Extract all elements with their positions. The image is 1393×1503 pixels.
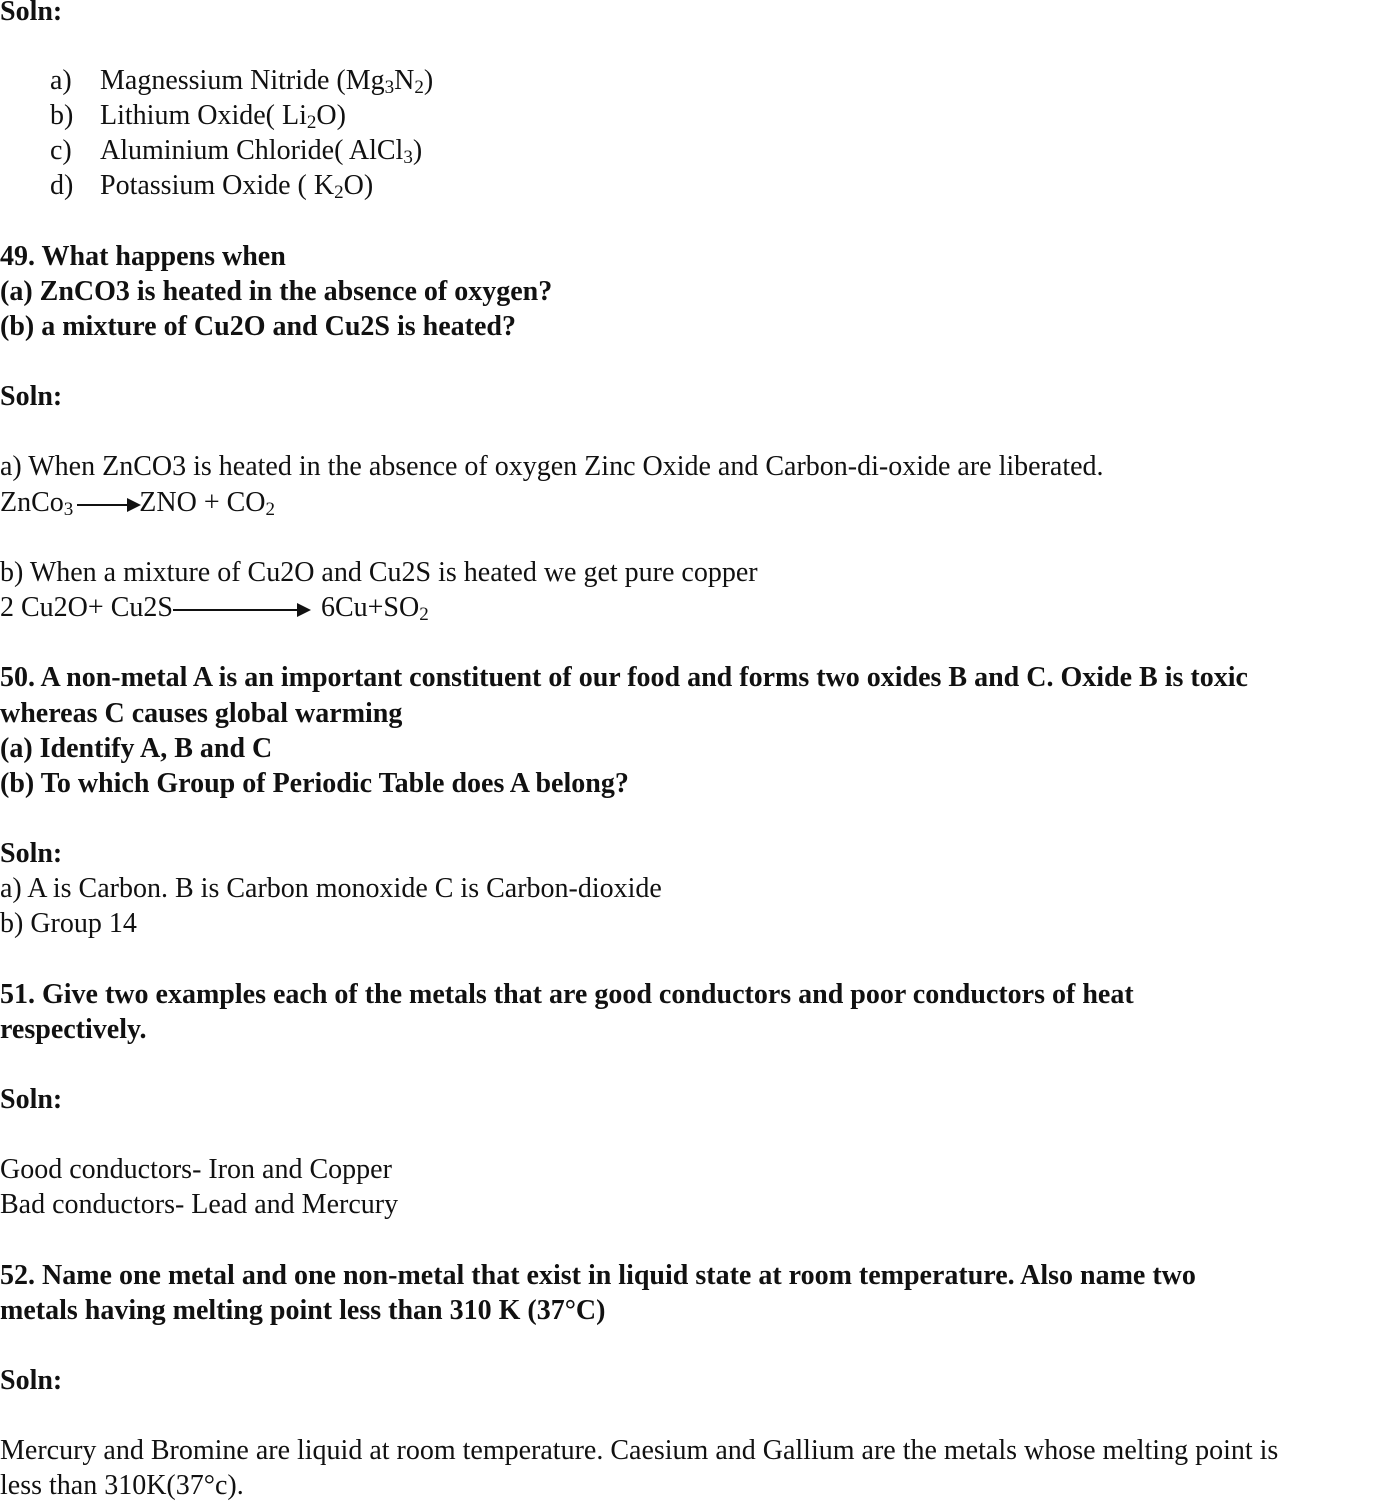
list-item: d) Potassium Oxide ( $K_2O$) — [50, 170, 374, 204]
soln-heading: Soln: — [0, 1365, 63, 1396]
question-50-cont: whereas C causes global warming — [0, 698, 403, 729]
question-51-cont: respectively. — [0, 1014, 147, 1045]
answer-50-b: b) Group 14 — [0, 908, 137, 939]
answer-51-bad: Bad conductors- Lead and Mercury — [0, 1189, 399, 1220]
soln-heading: Soln: — [0, 381, 63, 412]
list-item: a) Magnessium Nitride $(Mg_3N_2)$ — [50, 65, 434, 99]
answer-49-b: b) When a mixture of Cu2O and Cu2S is heated we get pure copper — [0, 557, 758, 588]
question-50: 50. A non-metal A is an important constituent of our food and forms two oxides B and C. Oxide B is toxic — [0, 662, 1248, 693]
question-49-b: (b) a mixture of Cu2O and Cu2S is heated? — [0, 311, 516, 342]
soln-heading: Soln: — [0, 838, 63, 869]
soln-heading: Soln: — [0, 1084, 63, 1115]
question-49-a: (a) ZnCO3 is heated in the absence of oxygen? — [0, 276, 553, 307]
question-52: 52. Name one metal and one non-metal that exist in liquid state at room temperature. Also name two — [0, 1260, 1196, 1291]
equation-49-b: 2 Cu2O+ Cu2S $6Cu+SO_2$ — [0, 592, 429, 626]
answer-52: Mercury and Bromine are liquid at room temperature. Caesium and Gallium are the metals whose melting point is — [0, 1435, 1279, 1466]
arrow-icon — [77, 504, 137, 506]
equation-49-a: ZnCo$_3$ ZNO + $CO_2$ — [0, 487, 276, 521]
list-item: b) Lithium Oxide( $Li_2O$) — [50, 100, 346, 134]
answer-52-cont: less than 310K(37°c). — [0, 1470, 244, 1501]
question-50-a: (a) Identify A, B and C — [0, 733, 273, 764]
soln-heading: Soln: — [0, 0, 63, 27]
question-51: 51. Give two examples each of the metals that are good conductors and poor conductors of heat — [0, 979, 1134, 1010]
list-item: c) Aluminium Chloride( AlCl$_3$) — [50, 135, 423, 169]
question-52-cont: metals having melting point less than 310 K (37°C) — [0, 1295, 606, 1326]
question-50-b: (b) To which Group of Periodic Table does A belong? — [0, 768, 629, 799]
answer-49-a: a) When ZnCO3 is heated in the absence of oxygen Zinc Oxide and Carbon-di-oxide are liberated. — [0, 451, 1104, 482]
answer-50-a: a) A is Carbon. B is Carbon monoxide C is Carbon-dioxide — [0, 873, 662, 904]
arrow-icon — [173, 609, 307, 611]
answer-51-good: Good conductors- Iron and Copper — [0, 1154, 392, 1185]
question-49: 49. What happens when — [0, 241, 286, 272]
